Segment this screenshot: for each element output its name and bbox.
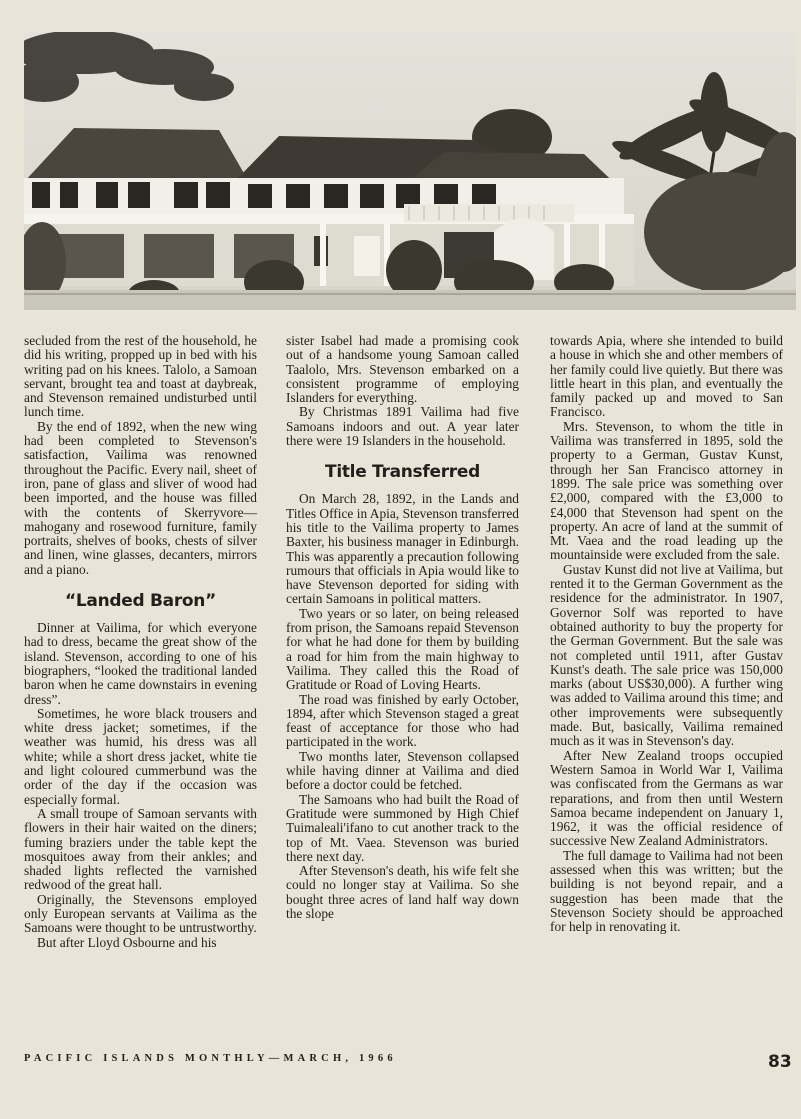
paragraph: Two years or so later, on being released from prison, the Samoans repaid Stevenson for what he had done for them by building a road for him from the main highway to Vailima. They called this the Road of Gratitude or Road of Loving Hearts. [286,605,519,693]
subheading-title-transferred: Title Transferred [325,462,480,483]
column-1 [24,334,257,950]
paragraph: The full damage to Vailima had not been assessed when this was written; but the building is not beyond repair, and a suggestion has been made that the Stevenson Society should be approached for help in renovating it. [550,847,783,935]
paragraph: After New Zealand troops occupied Western Samoa in World War I, Vailima was confiscated from the Germans as war reparations, and from then until Western Samoa became independent on January 1, 1962, it was the official residence of successive New Zealand Administrators. [550,747,783,849]
column-3 [550,334,783,934]
paragraph: Gustav Kunst did not live at Vailima, but rented it to the German Government as the residence for the administrator. In 1907, Governor Solf was reported to have obtained authority to buy the property for the German Government. But the sale was not completed until 1911, after Gustav Kunst's death. The sale price was 150,000 marks (about US$30,000). A further wing was added to Vailima around this time; and other improvements were subsequently made. But, basically, Vailima remained much as it was in Stevenson's day. [550,561,783,749]
paragraph: The Samoans who had built the Road of Gratitude were summoned by High Chief Tuimaleali'ifano to cut another track to the top of Mt. Vaea. Stevenson was buried there next day. [286,791,519,864]
paragraph: sister Isabel had made a promising cook out of a handsome young Samoan called Taalolo, Mrs. Stevenson embarked on a consistent programme of employing Islanders for everything. [286,333,519,406]
column-2 [286,334,519,921]
paragraph: By Christmas 1891 Vailima had five Samoans indoors and out. A year later there were 19 Islanders in the household. [286,404,519,449]
paragraph: secluded from the rest of the household, he did his writing, propped up in bed with his writing pad on his knees. Talolo, a Samoan servant, brought tea and toast at daybreak, and Stevenson remained undisturbed until lunch time. [24,333,257,420]
subheading-landed-baron: “Landed Baron” [65,591,216,612]
paragraph: Originally, the Stevensons employed only European servants at Vailima as the Samoans were thought to be untrustworthy. [24,891,257,936]
paragraph: On March 28, 1892, in the Lands and Titles Office in Apia, Stevenson transferred his title to the Vailima property to James Baxter, his business manager in Edinburgh. This was apparently a precaution following rumours that officials in Apia would like to have Stevenson deported for siding with certain Samoans in political matters. [286,491,519,607]
paragraph: After Stevenson's death, his wife felt she could no longer stay at Vailima. So she bought three acres of land half way down the slope [286,863,519,921]
house-photo [24,32,796,310]
house-photo-icon [24,32,796,310]
paragraph: A small troupe of Samoan servants with flowers in their hair waited on the diners; fuming braziers under the table kept the mosquitoes away from their ankles; and shaded lights reflected the varnished redwood of the great hall. [24,805,257,893]
paragraph: towards Apia, where she intended to build a house in which she and other members of her family could live quietly. But there was little heart in this plan, and eventually the family packed up and moved to San Francisco. [550,333,783,420]
paragraph: Two months later, Stevenson collapsed while having dinner at Vailima and died before a doctor could be fetched. [286,748,519,793]
paragraph: By the end of 1892, when the new wing had been completed to Stevenson's satisfaction, Vailima was renowned throughout the Pacific. Every nail, sheet of iron, pane of glass and sliver of wood had been imported, and the house was filled with the contents of Skerryvore—mahogany and rosewood furniture, family portraits, shelves of books, chests of silver and linen, wine glasses, decanters, mirrors and a piano. [24,418,257,577]
paragraph: Dinner at Vailima, for which everyone had to dress, became the great show of the island. Stevenson, according to one of his biographers, “looked the traditional landed baron when he came downstairs in evening dress”. [24,620,257,707]
paragraph: The road was finished by early October, 1894, after which Stevenson staged a great feast of acceptance for those who had participated in the work. [286,691,519,750]
paragraph: Sometimes, he wore black trousers and white dress jacket; sometimes, if the weather was humid, his dress was all white; while a short dress jacket, white tie and light coloured cummerbund was the order of the day if the occasion was especially formal. [24,705,257,807]
paragraph: Mrs. Stevenson, to whom the title in Vailima was transferred in 1895, sold the property to a German, Gustav Kunst, through her San Francisco attorney in 1899. The sale price was something over £2,000, compared with the £3,000 to £4,000 that Stevenson had spent on the property. An acre of land at the summit of Mt. Vaea and the road leading up the mountainside were excluded from the sale. [550,418,783,563]
page-number: 83 [768,1052,792,1072]
masthead-footer: PACIFIC ISLANDS MONTHLY—MARCH, 1966 [24,1053,397,1064]
paragraph: But after Lloyd Osbourne and his [37,934,217,950]
